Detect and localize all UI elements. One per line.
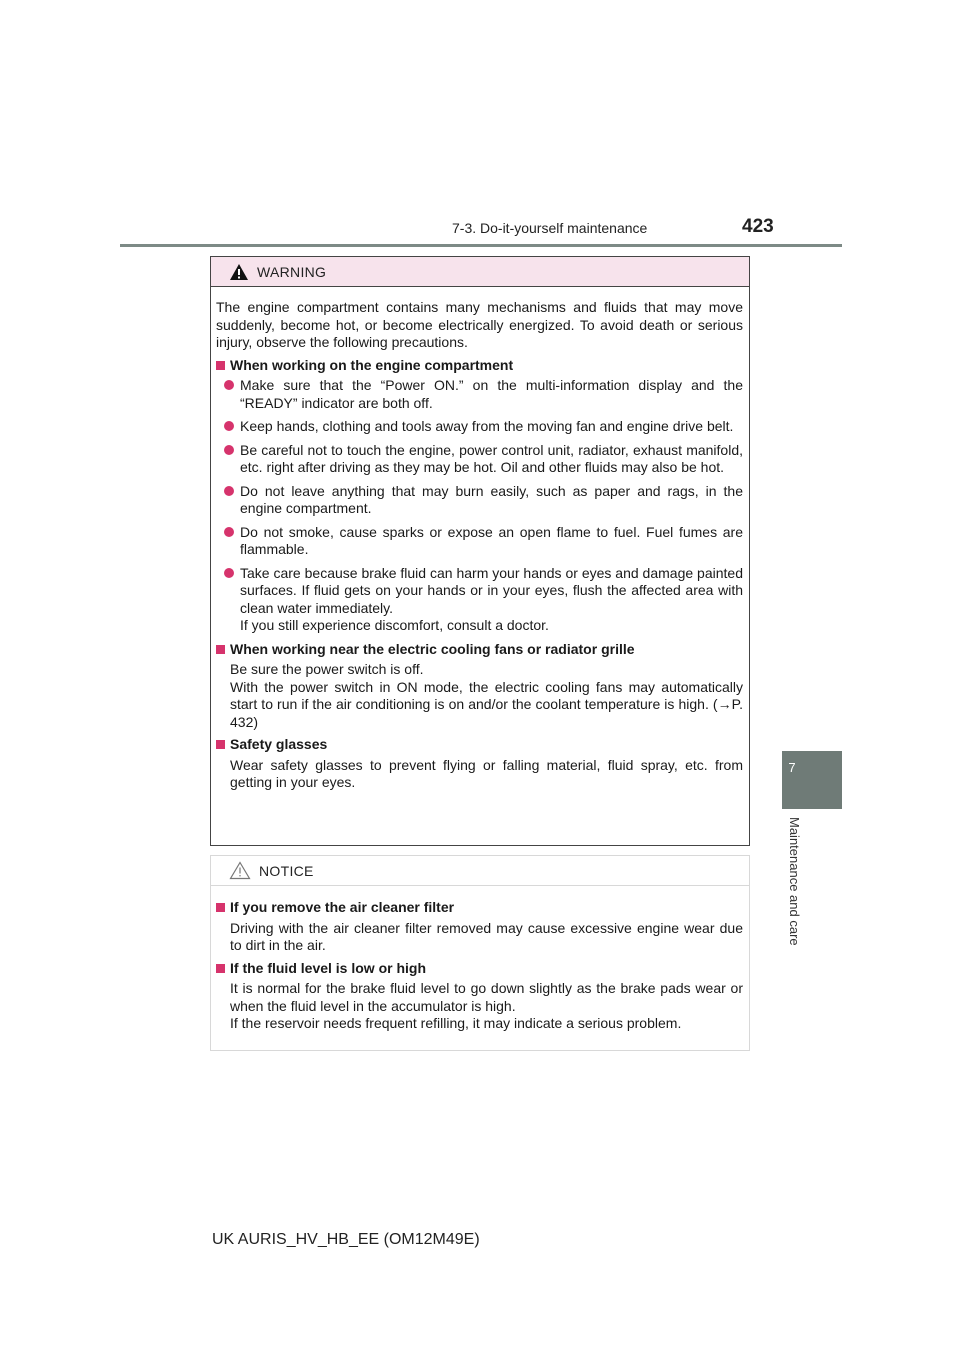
circle-bullet-icon [224,486,234,496]
list-item [216,483,743,518]
section-text: Driving with the air cleaner filter removed may cause excessive engine wear due to dirt in the air. [230,919,743,953]
list-item-text-main: Take care because brake fluid can harm your hands or eyes and damage painted surfaces. If fluid gets on your hands or in your eyes, flush the affected area with clean water immediately. [240,564,743,616]
section-text [216,661,743,731]
section-heading-text: When working near the electric cooling fans or radiator grille [230,640,635,657]
circle-bullet-icon [224,380,234,390]
section-text-line: With the power switch in ON mode, the electric cooling fans may automatically start to run if the air conditioning is on and/or the coolant temperature is high. (→P. 432) [230,678,743,730]
section-text-line: If the reservoir needs frequent refilling, it may indicate a serious problem. [230,1015,682,1031]
square-bullet-icon [216,903,225,912]
notice-box [210,855,750,1051]
page-number: 423 [742,216,774,237]
square-bullet-icon [216,361,225,370]
list-item-text: Keep hands, clothing and tools away from the moving fan and engine drive belt. [240,418,734,434]
section-text [216,980,743,1033]
section-heading-text: If the fluid level is low or high [230,959,427,976]
section-heading [216,736,743,754]
list-item [216,418,743,436]
section-text-line: It is normal for the brake fluid level to go down slightly as the brake pads wear or when the fluid level in the accumulator is high. [230,980,743,1014]
document-code: UK AURIS_HV_HB_EE (OM12M49E) [212,1231,480,1248]
section-text: Wear safety glasses to prevent flying or falling material, fluid spray, etc. from getting in your eyes. [230,756,743,790]
notice-body [211,886,749,1033]
section-heading-text: When working on the engine compartment [230,356,514,373]
chapter-label: Maintenance and care [787,817,802,946]
list-item [216,442,743,477]
square-bullet-icon [216,740,225,749]
section-heading [216,357,743,375]
section-heading [216,960,743,978]
warning-box [210,256,750,846]
section-heading [216,899,743,917]
notice-triangle-icon [229,861,251,880]
section-title: 7-3. Do-it-yourself maintenance [452,220,648,236]
warning-header [211,257,749,287]
chapter-number: 7 [788,760,796,775]
notice-title: NOTICE [259,862,314,879]
notice-header [211,856,749,886]
circle-bullet-icon [224,421,234,431]
square-bullet-icon [216,964,225,973]
square-bullet-icon [216,645,225,654]
circle-bullet-icon [224,568,234,578]
list-item [216,565,743,635]
list-item-text [240,565,743,635]
section-heading-text: If you remove the air cleaner filter [230,899,455,915]
section-text-line: Be sure the power switch is off. [230,661,424,677]
circle-bullet-icon [224,445,234,455]
list-item-text: Be careful not to touch the engine, power control unit, radiator, exhaust manifold, etc. right after driving as they may be hot. Oil and other fluids may also be hot. [240,441,743,475]
header-rule [120,244,842,247]
list-item-text: Do not smoke, cause sparks or expose an open flame to fuel. Fuel fumes are flammable. [240,523,743,557]
list-item [216,524,743,559]
warning-body [211,287,749,792]
list-item-text: Do not leave anything that may burn easily, such as paper and rags, in the engine compartment. [240,482,743,516]
list-item-text: Make sure that the “Power ON.” on the multi-information display and the “READY” indicator are both off. [240,377,743,411]
warning-triangle-icon [229,263,249,281]
list-item-text-extra: If you still experience discomfort, consult a doctor. [240,617,549,633]
list-item [216,377,743,412]
circle-bullet-icon [224,527,234,537]
warning-intro: The engine compartment contains many mechanisms and fluids that may move suddenly, become hot, or become electrically energized. To avoid death or serious injury, observe the following precautions. [216,299,743,350]
section-heading-text: Safety glasses [230,736,328,752]
section-heading [216,641,743,659]
warning-title: WARNING [257,263,327,280]
